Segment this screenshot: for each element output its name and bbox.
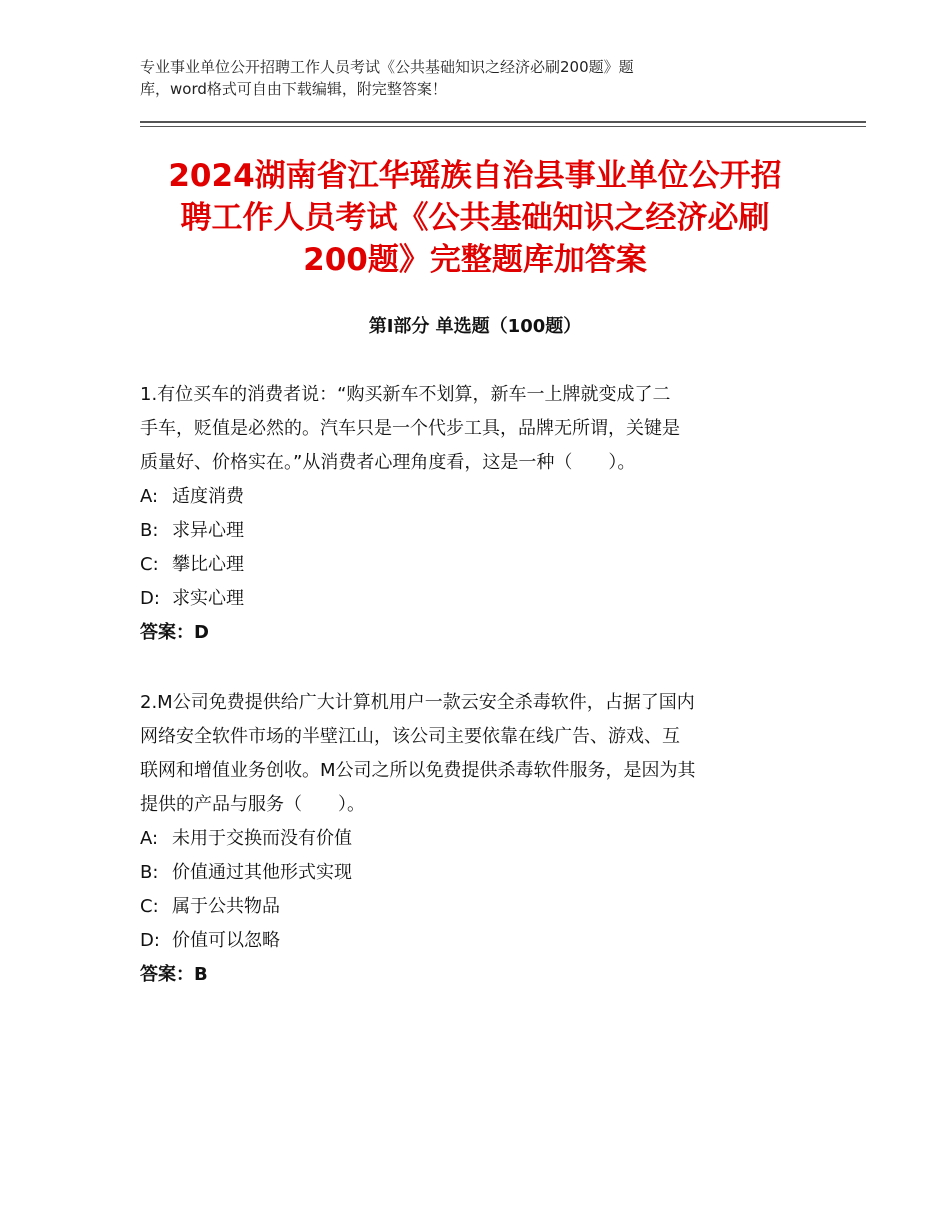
title-line: 200题》完整题库加答案 bbox=[303, 242, 647, 278]
stem-line: 联网和增值业务创收。M公司之所以免费提供杀毒软件服务，是因为其 bbox=[140, 760, 696, 781]
option-letter: D: bbox=[140, 930, 160, 951]
option-letter: B: bbox=[140, 520, 159, 541]
option-c bbox=[140, 890, 820, 924]
option-letter: A: bbox=[140, 486, 159, 507]
question-stem bbox=[140, 686, 820, 822]
option-letter: A: bbox=[140, 828, 159, 849]
section-heading: 第Ⅰ部分 单选题（100题） bbox=[368, 316, 582, 337]
stem-line: 手车，贬值是必然的。汽车只是一个代步工具，品牌无所谓，关键是 bbox=[140, 418, 680, 439]
option-d bbox=[140, 924, 820, 958]
header-divider bbox=[140, 121, 866, 123]
option-a bbox=[140, 480, 820, 514]
title-line: 2024湖南省江华瑶族自治县事业单位公开招 bbox=[168, 158, 782, 194]
question-stem bbox=[140, 378, 820, 480]
option-letter: C: bbox=[140, 896, 159, 917]
option-text: 未用于交换而没有价值 bbox=[172, 828, 352, 849]
option-letter: D: bbox=[140, 588, 160, 609]
option-d bbox=[140, 582, 820, 616]
option-letter: B: bbox=[140, 862, 159, 883]
option-text: 求异心理 bbox=[172, 520, 244, 541]
title-line: 聘工作人员考试《公共基础知识之经济必刷 bbox=[180, 200, 770, 236]
option-letter: C: bbox=[140, 554, 159, 575]
header-note-line: 专业事业单位公开招聘工作人员考试《公共基础知识之经济必刷200题》题 bbox=[140, 58, 634, 76]
document-title bbox=[130, 155, 820, 281]
header-note-line: 库，word格式可自由下载编辑，附完整答案！ bbox=[140, 80, 447, 98]
option-text: 攀比心理 bbox=[172, 554, 244, 575]
option-c bbox=[140, 548, 820, 582]
stem-line: 2.M公司免费提供给广大计算机用户一款云安全杀毒软件，占据了国内 bbox=[140, 692, 695, 713]
answer-label: 答案：B bbox=[140, 964, 208, 985]
option-text: 适度消费 bbox=[172, 486, 244, 507]
option-a bbox=[140, 822, 820, 856]
header-divider-thin bbox=[140, 126, 866, 127]
option-text: 属于公共物品 bbox=[172, 896, 280, 917]
stem-line: 质量好、价格实在。”从消费者心理角度看，这是一种（ ）。 bbox=[140, 452, 636, 473]
stem-line: 网络安全软件市场的半壁江山，该公司主要依靠在线广告、游戏、互 bbox=[140, 726, 680, 747]
question-2 bbox=[140, 686, 820, 992]
answer-label: 答案：D bbox=[140, 622, 209, 643]
question-1 bbox=[140, 378, 820, 650]
stem-line: 提供的产品与服务（ ）。 bbox=[140, 794, 365, 815]
option-text: 价值可以忽略 bbox=[172, 930, 280, 951]
stem-line: 1.有位买车的消费者说：“购买新车不划算，新车一上牌就变成了二 bbox=[140, 384, 671, 405]
option-text: 求实心理 bbox=[172, 588, 244, 609]
option-b bbox=[140, 856, 820, 890]
option-b bbox=[140, 514, 820, 548]
header-note bbox=[140, 56, 780, 100]
option-text: 价值通过其他形式实现 bbox=[172, 862, 352, 883]
